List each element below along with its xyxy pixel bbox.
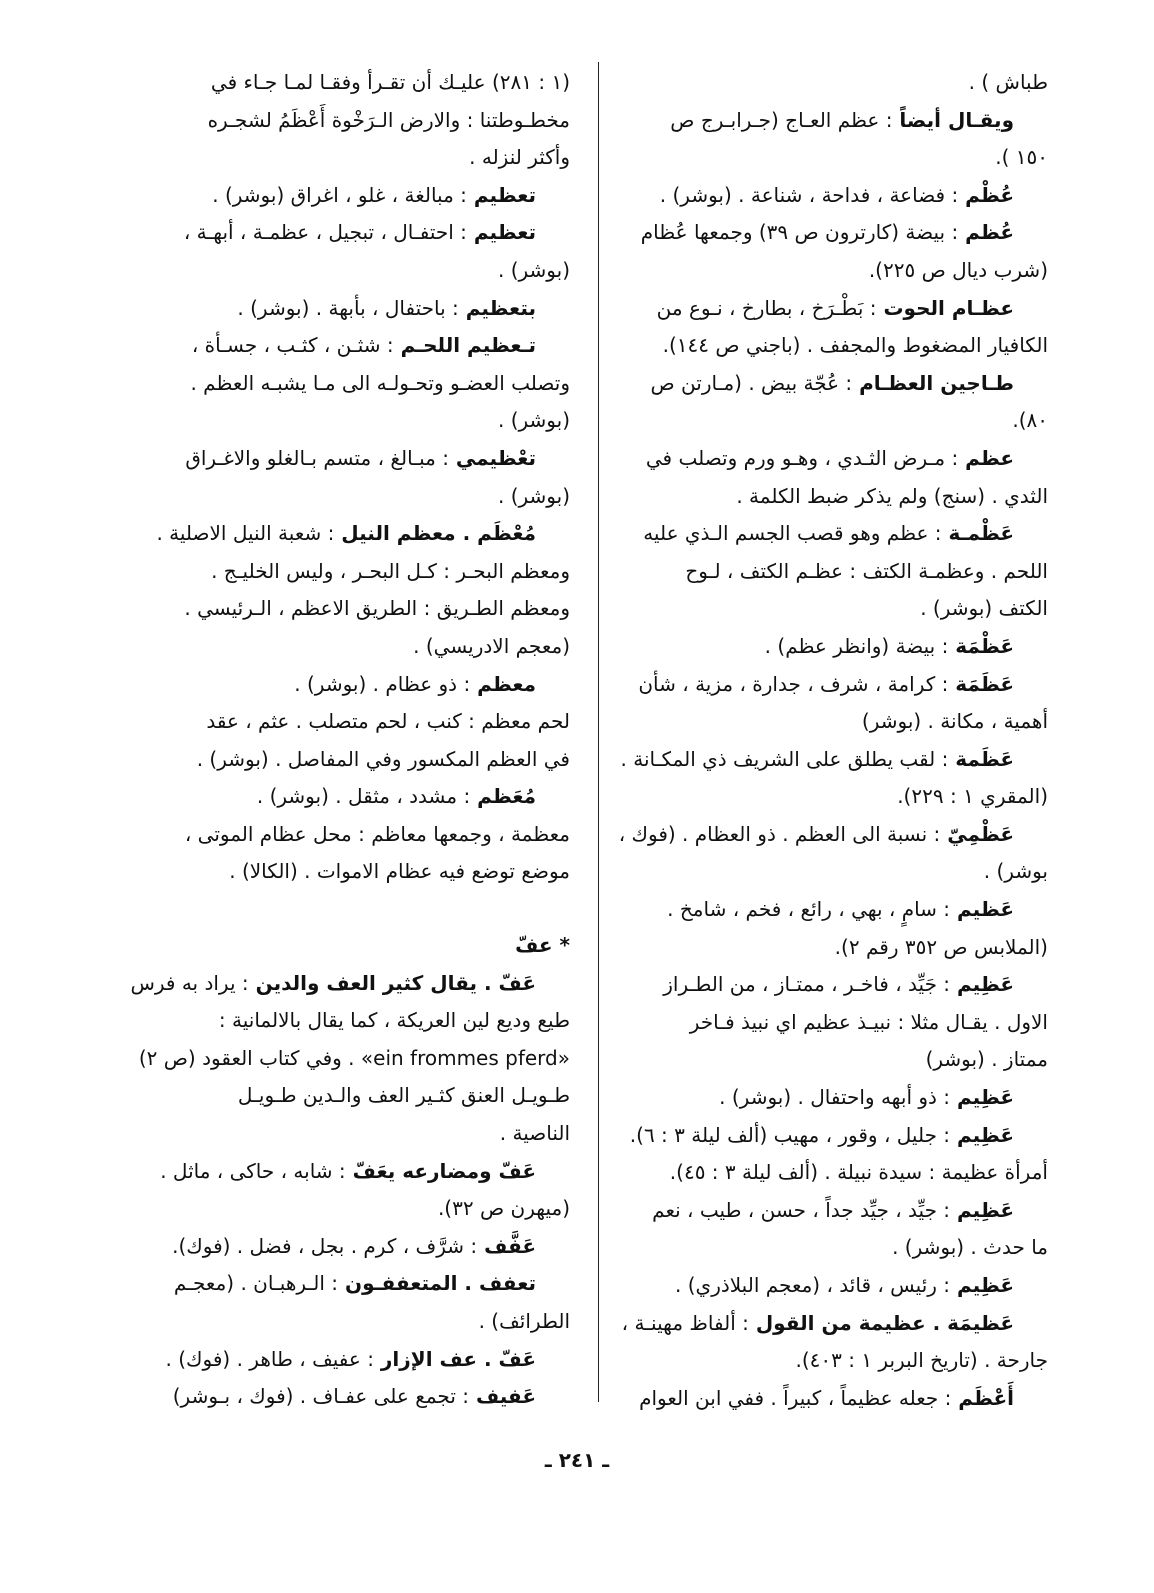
right-column-line: الكتف (بوشر) . [920, 596, 1048, 621]
right-column [618, 64, 1048, 1417]
right-column-line: (الملابس ص ٣٥٢ رقم ٢). [834, 934, 1048, 959]
left-column-line: مُعْظَم . معظم النيل : شعبة النيل الاصلية . [156, 521, 536, 546]
right-column-line: عظم : مـرض الثـدي ، وهـو ورم وتصلب في [645, 445, 1014, 470]
right-column-line: ١٥٠ ). [995, 145, 1048, 170]
right-column-line: الكافيار المضغوط والمجفف . (باجني ص ١٤٤). [662, 333, 1048, 358]
left-column-line: (بوشر) . [497, 483, 570, 508]
right-column-line: (المقري ١ : ٢٢٩). [897, 784, 1048, 809]
right-column-line: ممتاز . (بوشر) [925, 1047, 1048, 1072]
right-column-line: عَظْمَة : بيضة (وانظر عظم) . [764, 633, 1014, 658]
left-column-line: الناصية . [499, 1121, 570, 1146]
left-column-line: وتصلب العضـو وتحـولـه الى مـا يشبـه العظم . [190, 370, 570, 395]
right-column-line: بوشر) . [983, 859, 1048, 884]
left-column-line: معظمة ، وجمعها معاظم : محل عظام الموتى ، [184, 821, 570, 846]
left-column-line: تـعظيم اللحـم : شثـن ، كثـب ، جسـأة ، [191, 333, 536, 358]
left-column-line: تعظيم : مبالغة ، غلو ، اغراق (بوشر) . [212, 182, 536, 207]
right-column-line: أمرأة عظيمة : سيدة نبيلة . (ألف ليلة ٣ : ٤٥). [669, 1160, 1048, 1185]
right-column-line: أهمية ، مكانة . (بوشر) [861, 709, 1048, 734]
left-column-line: «ein frommes pferd» . وفي كتاب العقود (ص ٢) [138, 1045, 570, 1070]
left-column-line: عَفّ ومضارعه يعَفّ : شابه ، حاكى ، ماثل . [160, 1158, 536, 1183]
left-column-line: موضع توضع فيه عظام الاموات . (الكالا) . [229, 859, 570, 884]
right-column-line: عَظْمـة : عظم وهو قصب الجسم الـذي عليه [643, 521, 1014, 546]
left-column-line: (ميهرن ص ٣٢). [437, 1196, 570, 1221]
left-column-line: ومعظم الطـريق : الطريق الاعظم ، الـرئيسي . [184, 596, 570, 621]
right-column-line: عظـام الحوت : بَطْـرَخ ، بطارخ ، نـوع من [656, 295, 1014, 320]
right-column-line: اللحم . وعظمـة الكتف : عظـم الكتف ، لـوح [685, 558, 1048, 583]
left-column-line: (١ : ٢٨١) عليـك أن تقـرأ وفقـا لمـا جـاء في [210, 70, 570, 94]
right-column-line: الثدي . (سنج) ولم يذكر ضبط الكلمة . [736, 483, 1048, 508]
left-column-line: بتعظيم : باحتفال ، بأبهة . (بوشر) . [237, 295, 536, 320]
right-column-line: عَظِيم : جيِّد ، جيِّد جداً ، حسن ، طيب ، نعم [652, 1197, 1014, 1222]
left-column-line: (بوشر) . [497, 257, 570, 282]
left-column-line: مُعَظم : مشدد ، مثقل . (بوشر) . [256, 784, 536, 809]
page-number: ـ ٢٤١ ـ [544, 1448, 610, 1472]
right-column-line: (شرب ديال ص ٢٢٥). [868, 257, 1048, 282]
right-column-line: عَظِيم : رئيس ، قائد ، (معجم البلاذري) . [675, 1273, 1014, 1297]
left-column-line: الطرائف) . [478, 1309, 570, 1333]
left-column-line: (بوشر) . [497, 408, 570, 433]
right-column-line: طـاجين العظـام : عُجّة بيض . (مـارتن ص [650, 370, 1014, 395]
left-column-line: تعْظيمي : مبـالغ ، متسم بـالغلو والاغـراق [185, 445, 536, 470]
left-column-line: * عفّ [515, 933, 570, 958]
right-column-line: عَظيم : سامٍ ، بهي ، رائع ، فخم ، شامخ . [667, 897, 1014, 922]
right-column-line: عَظيمَة . عظيمة من القول : ألفاظ مهينـة ، [621, 1310, 1014, 1335]
right-column-line: عَظَمة : لقب يطلق على الشريف ذي المكـانة . [620, 746, 1014, 771]
left-column-line: تعفف . المتعففـون : الـرهبـان . (معجـم [173, 1271, 536, 1296]
right-column-line: عَظْمِيّ : نسبة الى العظم . ذو العظام . (فوك ، [618, 821, 1014, 846]
right-column-line: طباش ) . [968, 70, 1048, 94]
left-column [130, 64, 570, 1416]
left-column-line: عَفيف : تجمع على عفـاف . (فوك ، بـوشر) [172, 1384, 536, 1409]
right-column-line: عَظِيم : جليل ، وقور ، مهيب (ألف ليلة ٣ : ٦). [629, 1122, 1014, 1147]
left-column-line: طيع وديع لين العريكة ، كما يقال بالالمانية : [218, 1008, 570, 1033]
left-column-line: ومعظم البحـر : كـل البحـر ، وليس الخليـج . [211, 558, 570, 583]
right-column-line: عَظِيم : ذو أبهه واحتفال . (بوشر) . [719, 1085, 1014, 1110]
left-column-line: عَفّ . يقال كثير العف والدين : يراد به فرس [130, 970, 536, 995]
left-column-line: عَفَّف : شرَّف ، كرم . بجل ، فضل . (فوك). [172, 1233, 536, 1258]
left-column-line: وأكثر لنزله . [469, 145, 570, 170]
left-column-line: تعظيم : احتفـال ، تبجيل ، عظمـة ، أبهـة ، [183, 220, 536, 245]
right-column-line: ما حدث . (بوشر) . [892, 1235, 1048, 1260]
left-column-line: في العظم المكسور وفي المفاصل . (بوشر) . [196, 746, 570, 771]
right-column-line: أَعْظَم : جعله عظيماً ، كبيراً . ففي ابن العوام [639, 1385, 1014, 1410]
right-column-line: عَظَمَة : كرامة ، شرف ، جدارة ، مزية ، شأن [638, 671, 1014, 696]
left-column-line: مخطـوطتنا : والارض الـرَخْوة أَعْظَمُ لشجـره [207, 107, 570, 132]
right-column-line: جارحة . (تاريخ البربر ١ : ٤٠٣). [795, 1348, 1048, 1373]
left-column-line [150, 891, 570, 927]
right-column-line: ٨٠). [1012, 408, 1048, 433]
right-column-line: الاول . يقـال مثلا : نبيـذ عظيم اي نبيذ فـاخر [689, 1009, 1048, 1034]
right-column-line: عُظم : بيضة (كارترون ص ٣٩) وجمعها عُظام [640, 220, 1014, 245]
left-column-line: لحم معظم : كنب ، لحم متصلب . عثم ، عقد [206, 709, 570, 734]
left-column-line: طـويـل العنق كثـير العف والـدين طـويـل [237, 1083, 570, 1108]
left-column-line: عَفّ . عف الإزار : عفيف ، طاهر . (فوك) . [165, 1346, 536, 1371]
right-column-line: عَظِيم : جَيِّد ، فاخـر ، ممتـاز ، من الطـراز [663, 972, 1014, 997]
left-column-line: معظم : ذو عظام . (بوشر) . [294, 671, 536, 696]
right-column-line: عُظْم : فضاعة ، فداحة ، شناعة . (بوشر) . [659, 182, 1014, 207]
right-column-line: ويقـال أيضاً : عظم العـاج (جـرابـرج ص [670, 107, 1014, 132]
left-column-line: (معجم الادريسي) . [413, 633, 570, 658]
column-divider [598, 62, 599, 1402]
